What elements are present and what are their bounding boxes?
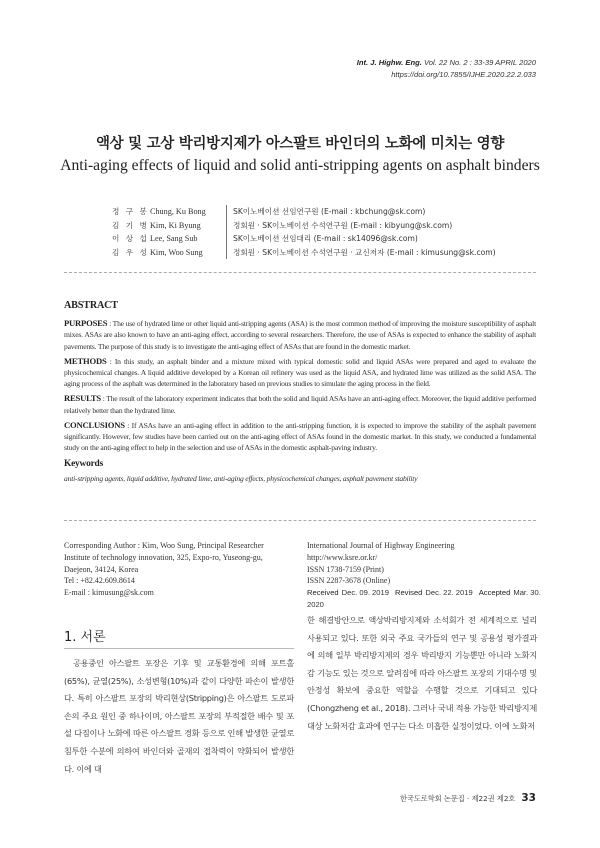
author-name-en: Kim, Ki Byung: [150, 220, 201, 230]
article-dates: [307, 587, 547, 611]
body-column-left: 공용중인 아스팔트 포장은 기후 및 교통환경에 의해 포트홀(65%), 균열(25%), 소성변형(10%)과 같이 다양한 파손이 발생한다. 특히 아스팔트 포장의 박리현상(Stripping)은 아스팔트 도로파손의 주요 원인 중 하나이며, 아스팔트 포장의 부적절한 배수 및 포설 다짐이나 노화에 따른 아스팔트 경화 등으로 인해 발생한 균열로 침투한 수분에 의하여 바인더와 골재의 접착력이 약화되어 발생한다. 이에 대: [64, 658, 294, 774]
methods-text: : In this study, an asphalt binder and a mixture mixed with typical domestic solid and liquid ASAs were prepared and aged to evaluate the physicochemical changes. A liquid additive developed by a Korean oil refinery was used as the liquid ASA, and hydrated lime was utilized as the solid ASA. The aging process of the asphalt was determined in the laboratory based on previous studies to simulate the aging process in the field.: [64, 356, 536, 389]
corresponding-author: [64, 540, 294, 599]
purposes-label: PURPOSES: [64, 318, 108, 329]
accepted-date: Mar. 30. 2020: [307, 588, 541, 609]
page-number: 33: [521, 792, 536, 804]
abstract-purposes: [64, 318, 536, 352]
accepted-label: Accepted: [478, 588, 511, 598]
divider-middle: [64, 520, 536, 521]
author-row: [112, 205, 496, 219]
corr-line: Institute of technology innovation, 325, Expo-ro, Yuseong-gu,: [64, 552, 263, 562]
keywords-heading: Keywords: [64, 459, 104, 470]
journal-url[interactable]: http://www.ksre.or.kr/: [307, 552, 378, 562]
abstract-conclusions: [64, 420, 536, 454]
author-name-ko: 김 우 성: [112, 247, 149, 257]
abstract-block: [64, 300, 536, 484]
footer-journal: 한국도로학회 논문집 · 제22권 제2호: [399, 794, 516, 803]
author-row: [112, 219, 496, 233]
purposes-text: : The use of hydrated lime or other liquid anti-stripping agents (ASA) is the most common method of improving the moisture susceptibility of asphalt mixes. ASAs are also known to have an anti-aging effect, according to several researchers. Therefore, the use of ASAs is expected to enhance the stability of asphalt pavements. The purpose of this study is to investigate the anti-aging effect of ASAs that are found in the domestic market.: [64, 319, 536, 351]
abstract-methods: [64, 356, 536, 390]
keywords-text: anti-stripping agents, liquid additive, hydrated lime, anti-aging effects, physicochemical changes, asphalt pavement stability: [64, 473, 418, 483]
author-affiliation: 정회원 · SK이노베이션 수석연구원 (E-mail : kibyung@sk.com): [226, 219, 452, 233]
author-name-en: Chung, Ku Bong: [150, 207, 206, 216]
corr-line: Corresponding Author : Kim, Woo Sung, Principal Researcher: [64, 541, 264, 550]
issn-print: ISSN 1738-7159 (Print): [307, 564, 384, 574]
journal-header: [357, 57, 536, 81]
corr-email[interactable]: E-mail : kimusung@sk.com: [64, 588, 154, 598]
author-affiliation: SK이노베이션 선임연구원 (E-mail : kbchung@sk.com): [226, 205, 425, 219]
author-affiliation: 정회원 · SK이노베이션 수석연구원 · 교신저자 (E-mail : kimusung@sk.com): [226, 246, 496, 260]
author-name-ko: 김 기 병: [112, 220, 149, 230]
author-affiliation: SK이노베이션 선임대리 (E-mail : sk14096@sk.com): [226, 232, 418, 246]
section-rule: [64, 648, 294, 649]
journal-name: International Journal of Highway Engineering: [307, 541, 455, 550]
results-label: RESULTS: [64, 393, 101, 404]
issn-online: ISSN 2287-3678 (Online): [307, 576, 391, 586]
title-english: Anti-aging effects of liquid and solid anti-stripping agents on asphalt binders: [60, 157, 540, 174]
author-row: [112, 246, 496, 260]
corr-line: Daejeon, 34124, Korea: [64, 564, 139, 574]
page-footer: [400, 792, 536, 804]
author-name-en: Lee, Sang Sub: [150, 234, 198, 244]
author-row: [112, 232, 496, 246]
revised-label: Revised: [394, 588, 423, 598]
author-name-ko: 이 상 섭: [112, 234, 149, 244]
body-column-right: 한 해결방안으로 액상박리방지제와 소석회가 전 세계적으로 널리 사용되고 있다. 또한 외국 주요 국가들의 연구 및 공용성 평가결과에 의해 일부 박리방지제의 경우 박리방지 기능뿐만 아니라 노화지감 기능도 있는 것으로 알려짐에 따라 아스팔트 포장의 기대수명 및 안정성 확보에 중요한 역할을 수행할 것으로 기대되고 있다(Chongzheng et al., 2018). 그러나 국내 적용 가능한 박리방지제 대상 노화저감 효과에 연구는 다소 미흡한 실정이었다. 이에 노화저: [307, 615, 537, 731]
conclusions-label: CONCLUSIONS: [64, 419, 125, 430]
revised-date: Dec. 22. 2019: [425, 588, 473, 598]
journal-info: [307, 540, 547, 611]
author-list: [112, 205, 496, 259]
journal-volume: Vol. 22 No. 2 : 33-39 APRIL 2020: [423, 58, 536, 67]
abstract-heading: ABSTRACT: [64, 300, 118, 311]
divider-top: [64, 272, 536, 273]
author-name-ko: 정 구 봉: [112, 207, 149, 216]
title-korean: 액상 및 고상 박리방지제가 아스팔트 바인더의 노화에 미치는 영향: [95, 136, 505, 152]
received-label: Received: [307, 588, 339, 598]
conclusions-text: : If ASAs have an anti-aging effect in addition to the anti-stripping function, it is expected to improve the stability of the asphalt pavement significantly. However, few studies have been carried out on the anti-aging effect of ASAs found in the domestic market. In this study, we conducted a fundamental study on the anti-aging effect to help in the selection and use of ASAs in the domestic asphalt-paving industry.: [64, 420, 536, 453]
results-text: : The result of the laboratory experiment indicates that both the solid and liquid ASAs have an anti-aging effect. Moreover, the liquid additive performed relatively better than the hydrated lime.: [64, 394, 537, 415]
journal-citation: [357, 57, 536, 69]
section-title: 1. 서론: [64, 630, 106, 645]
doi-link[interactable]: https://doi.org/10.7855/IJHE.2020.22.2.033: [391, 70, 536, 79]
author-name-en: Kim, Woo Sung: [150, 247, 203, 257]
corr-line: Tel : +82.42.609.8614: [64, 576, 135, 586]
journal-abbrev: Int. J. Highw. Eng.: [356, 58, 422, 67]
abstract-results: [64, 393, 536, 415]
methods-label: METHODS: [64, 355, 107, 366]
received-date: Dec. 09. 2019: [341, 588, 389, 598]
